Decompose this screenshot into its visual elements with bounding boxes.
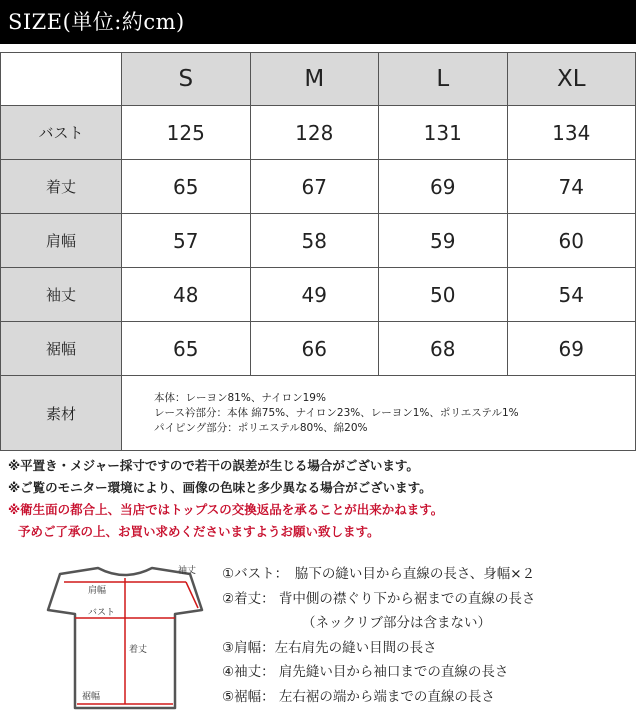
note-monitor: ※ご覧のモニター環境により、画像の色味と多少異なる場合がございます。 [8,480,432,495]
table-row [1,268,636,322]
note-measurement: ※平置き・メジャー採寸ですので若干の誤差が生じる場合がございます。 [8,458,419,473]
size-table [0,52,636,451]
size-header-row [1,53,636,106]
material-line: 本体：レーヨン81%、ナイロン19% [154,391,326,404]
cell-value: 74 [507,160,636,214]
diagram-label-length: 着丈 [129,645,148,655]
cell-value: 66 [250,322,379,376]
cell-value: 48 [122,268,251,322]
row-label-material: 素材 [1,376,122,451]
cell-value: 125 [122,106,251,160]
table-row [1,214,636,268]
tshirt-diagram [40,560,210,715]
cell-value: 65 [122,322,251,376]
cell-value: 134 [507,106,636,160]
table-corner [1,53,122,106]
legend-item-length-note: （ネックリブ部分は含まない） [302,615,491,631]
legend-item-bust: ①バスト： 脇下の縫い目から直線の長さ、身幅×２ [222,566,536,582]
diagram-label-hem: 裾幅 [82,692,101,702]
row-label-length: 着丈 [1,160,122,214]
note-acknowledge: 予めご了承の上、お買い求めくださいますようお願い致します。 [18,524,380,539]
cell-value: 69 [507,322,636,376]
measurement-legend [222,562,535,709]
cell-value: 49 [250,268,379,322]
cell-value: 67 [250,160,379,214]
legend-item-hem: ⑤裾幅： 左右裾の端から端までの直線の長さ [222,688,495,705]
cell-value: 128 [250,106,379,160]
table-row [1,322,636,376]
table-row [1,106,636,160]
size-col-l: L [379,53,508,106]
diagram-label-bust: バスト [88,608,116,618]
legend-item-sleeve: ④袖丈： 肩先縫い目から袖口までの直線の長さ [222,664,509,680]
legend-item-length: ②着丈： 背中側の襟ぐり下から裾までの直線の長さ [222,590,536,607]
cell-value: 60 [507,214,636,268]
cell-value: 50 [379,268,508,322]
note-no-returns: ※衛生面の都合上、当店ではトップスの交換返品を承ることが出来かねます。 [8,502,444,517]
size-header: SIZE(単位:約cm) [0,0,636,44]
cell-value: 58 [250,214,379,268]
cell-value: 131 [379,106,508,160]
row-label-sleeve: 袖丈 [1,268,122,322]
row-label-bust: バスト [1,106,122,160]
cell-value: 69 [379,160,508,214]
material-row [1,376,636,451]
material-cell [122,376,636,451]
row-label-hem: 裾幅 [1,322,122,376]
size-col-s: S [122,53,251,106]
table-row [1,160,636,214]
diagram-label-sleeve: 袖丈 [178,566,197,576]
legend-item-shoulder: ③肩幅：左右肩先の縫い目間の長さ [222,639,437,656]
row-label-shoulder: 肩幅 [1,214,122,268]
cell-value: 59 [379,214,508,268]
cell-value: 54 [507,268,636,322]
cell-value: 68 [379,322,508,376]
material-line: レース衿部分：本体 綿75%、ナイロン23%、レーヨン1%、ポリエステル1% [154,406,519,419]
size-col-xl: XL [507,53,636,106]
size-col-m: M [250,53,379,106]
material-line: パイピング部分：ポリエステル80%、綿20% [154,421,368,434]
cell-value: 65 [122,160,251,214]
notes-block [8,455,632,543]
cell-value: 57 [122,214,251,268]
diagram-label-shoulder: 肩幅 [88,586,107,596]
